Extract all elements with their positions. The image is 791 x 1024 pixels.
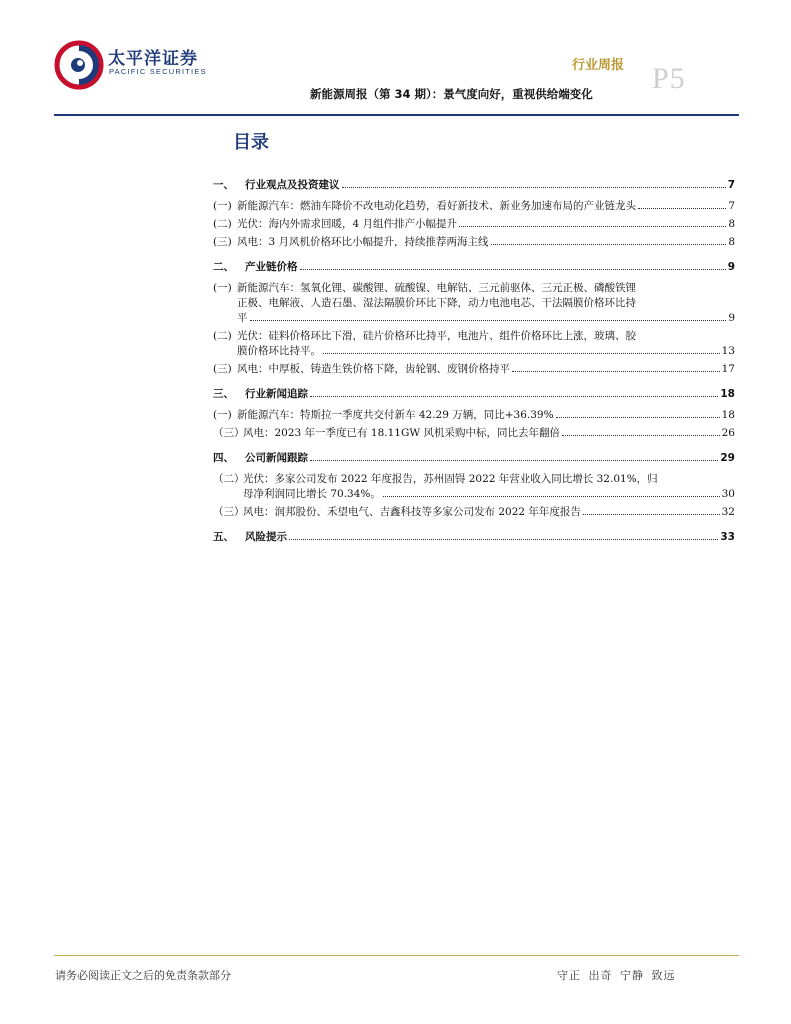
toc-section-entry[interactable] bbox=[213, 260, 735, 275]
toc-entry-text: 新能源汽车：燃油车降价不改电动化趋势，看好新技术、新业务加速布局的产业链龙头 bbox=[237, 200, 636, 212]
toc-subsection-entry[interactable] bbox=[213, 472, 735, 502]
toc-entry-text: 膜价格环比持平。 bbox=[237, 345, 321, 357]
footer-disclaimer: 请务必阅读正文之后的免责条款部分 bbox=[55, 969, 231, 982]
toc-entry-page: 8 bbox=[728, 236, 735, 248]
dot-leader bbox=[638, 208, 726, 209]
toc-entry-number: (三) bbox=[213, 236, 232, 248]
dot-leader bbox=[250, 320, 727, 321]
dot-leader bbox=[491, 244, 727, 245]
footer-divider bbox=[54, 955, 739, 956]
toc-entry-page: 17 bbox=[721, 363, 735, 375]
toc-subsection-entry[interactable] bbox=[213, 281, 735, 326]
toc-entry-text: 行业新闻追踪 bbox=[245, 388, 308, 400]
page-label: P5 bbox=[652, 62, 686, 95]
toc-entry-number: (一) bbox=[213, 409, 232, 421]
toc-entry-text: 行业观点及投资建议 bbox=[245, 179, 340, 191]
toc-entry-page: 18 bbox=[721, 409, 735, 421]
dot-leader bbox=[289, 539, 718, 540]
toc-entry-text: 平 bbox=[237, 312, 248, 324]
toc-entry-text: 新能源汽车：特斯拉一季度共交付新车 42.29 万辆，同比+36.39% bbox=[237, 409, 554, 421]
toc-entry-page: 8 bbox=[728, 218, 735, 230]
toc-section-entry[interactable] bbox=[213, 530, 735, 545]
dot-leader bbox=[300, 269, 726, 270]
toc-entry-page: 9 bbox=[728, 312, 735, 324]
toc-entry-text: 风电：中厚板、铸造生铁价格下降，齿轮钢、废钢价格持平 bbox=[237, 363, 510, 375]
toc-heading: 目录 bbox=[233, 132, 269, 153]
toc-entry-text: 风电：2023 年一季度已有 18.11GW 风机采购中标，同比去年翻倍 bbox=[243, 427, 560, 439]
toc-entry-number: 二、 bbox=[213, 261, 234, 273]
toc-subsection-entry[interactable] bbox=[213, 329, 735, 359]
toc-entry-text-line: 正极、电解液、人造石墨、湿法隔膜价环比下降，动力电池电芯、干法隔膜价格环比持 bbox=[237, 297, 636, 309]
company-logo bbox=[54, 40, 214, 92]
toc-entry-page: 29 bbox=[720, 452, 735, 464]
dot-leader bbox=[459, 226, 726, 227]
dot-leader bbox=[383, 496, 720, 497]
toc-subsection-entry[interactable] bbox=[213, 235, 735, 250]
toc-entry-number: (三) bbox=[213, 363, 232, 375]
toc-entry-text-line: 光伏：多家公司发布 2022 年度报告，苏州固锝 2022 年营业收入同比增长 32.01%，归 bbox=[243, 473, 658, 485]
page-header bbox=[0, 0, 791, 120]
toc-entry-page: 7 bbox=[728, 200, 735, 212]
toc-section-entry[interactable] bbox=[213, 387, 735, 402]
toc-section-entry[interactable] bbox=[213, 451, 735, 466]
dot-leader bbox=[310, 396, 718, 397]
toc-entry-number: 四、 bbox=[213, 452, 234, 464]
toc-entry-text-line: 光伏：硅料价格环比下滑，硅片价格环比持平，电池片、组件价格环比上涨，玻璃、胶 bbox=[237, 330, 636, 342]
report-title: 新能源周报（第 34 期）：景气度向好，重视供给端变化 bbox=[310, 87, 593, 101]
toc-entry-page: 13 bbox=[721, 345, 735, 357]
toc-entry-number: 三、 bbox=[213, 388, 234, 400]
toc-entry-text: 公司新闻跟踪 bbox=[245, 452, 308, 464]
header-divider bbox=[54, 114, 739, 116]
toc-entry-number: 一、 bbox=[213, 179, 234, 191]
dot-leader bbox=[562, 435, 720, 436]
brand-name-cn: 太平洋证券 bbox=[108, 49, 198, 69]
toc-subsection-entry[interactable] bbox=[213, 199, 735, 214]
toc-entry-page: 7 bbox=[727, 179, 735, 191]
toc-entry-page: 26 bbox=[721, 427, 735, 439]
toc-entry-number: 五、 bbox=[213, 531, 234, 543]
toc-entry-text-line: 新能源汽车：氢氧化锂、碳酸锂、硫酸镍、电解钴、三元前驱体、三元正极、磷酸铁锂 bbox=[237, 282, 636, 294]
toc-entry-page: 33 bbox=[720, 531, 735, 543]
brand-name-en: PACIFIC SECURITIES bbox=[109, 67, 207, 76]
dot-leader bbox=[310, 460, 718, 461]
toc-entry-text: 母净利润同比增长 70.34%。 bbox=[243, 488, 381, 500]
report-type: 行业周报 bbox=[572, 58, 625, 73]
toc-entry-text: 风电：3 月风机价格环比小幅提升，持续推荐两海主线 bbox=[237, 236, 489, 248]
toc-entry-text: 产业链价格 bbox=[245, 261, 298, 273]
dot-leader bbox=[323, 353, 720, 354]
toc-entry-number: （三） bbox=[213, 427, 245, 439]
toc-entry-page: 32 bbox=[721, 506, 735, 518]
toc-entry-number: (一) bbox=[213, 282, 232, 294]
footer-motto: 守正 出奇 宁静 致远 bbox=[557, 969, 676, 982]
toc-entry-page: 18 bbox=[720, 388, 735, 400]
toc-entry-page: 30 bbox=[721, 488, 735, 500]
toc-subsection-entry[interactable] bbox=[213, 408, 735, 423]
dot-leader bbox=[583, 514, 720, 515]
dot-leader bbox=[342, 187, 726, 188]
toc-entry-text: 光伏：海内外需求回暖，4 月组件排产小幅提升 bbox=[237, 218, 458, 230]
table-of-contents bbox=[213, 174, 735, 551]
toc-subsection-entry[interactable] bbox=[213, 217, 735, 232]
toc-entry-number: （二） bbox=[213, 473, 245, 485]
toc-subsection-entry[interactable] bbox=[213, 362, 735, 377]
toc-section-entry[interactable] bbox=[213, 178, 735, 193]
toc-entry-number: (一) bbox=[213, 200, 232, 212]
toc-subsection-entry[interactable] bbox=[213, 426, 735, 441]
dot-leader bbox=[556, 417, 720, 418]
toc-entry-number: (二) bbox=[213, 218, 232, 230]
toc-entry-text: 风电：润邦股份、禾望电气、吉鑫科技等多家公司发布 2022 年年度报告 bbox=[243, 506, 581, 518]
toc-subsection-entry[interactable] bbox=[213, 505, 735, 520]
toc-entry-number: （三） bbox=[213, 506, 245, 518]
toc-entry-page: 9 bbox=[727, 261, 735, 273]
toc-entry-number: (二) bbox=[213, 330, 232, 342]
pacific-securities-logo-icon bbox=[54, 40, 104, 90]
toc-entry-text: 风险提示 bbox=[245, 531, 287, 543]
dot-leader bbox=[512, 371, 720, 372]
